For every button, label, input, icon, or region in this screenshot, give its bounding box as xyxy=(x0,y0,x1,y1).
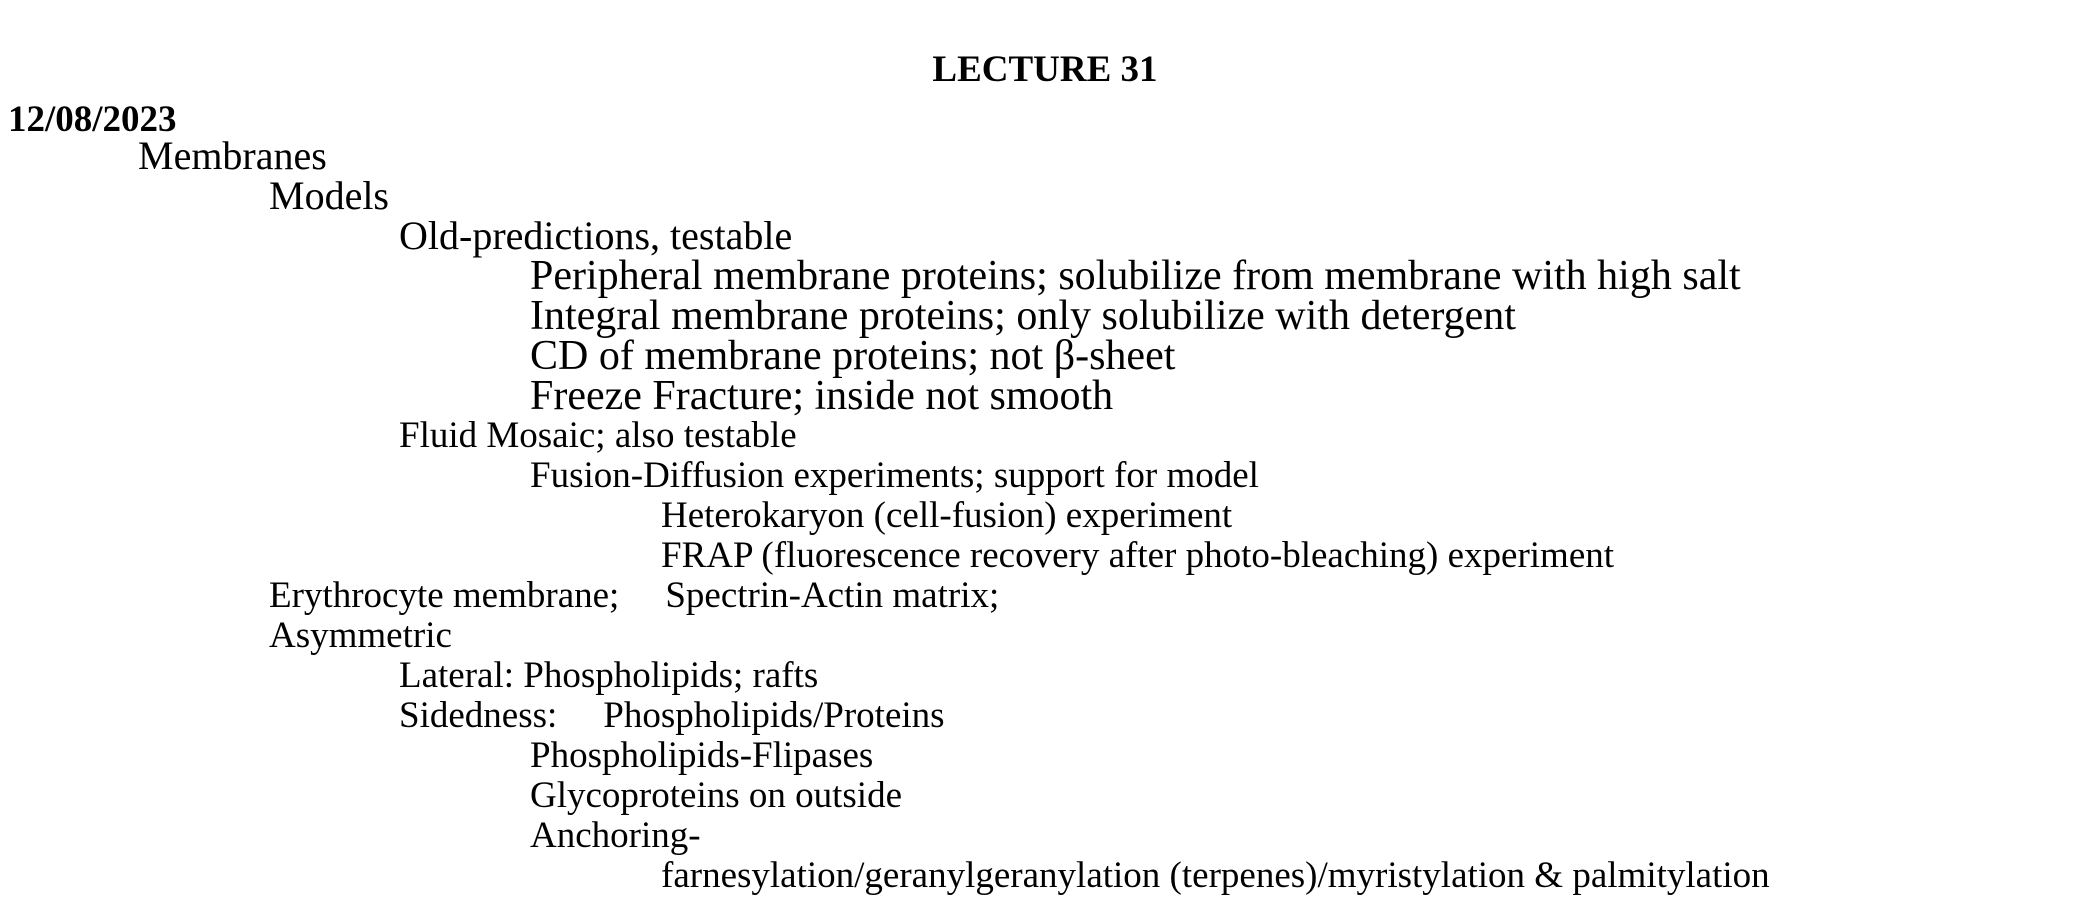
outline-item-anchoring: Anchoring- xyxy=(530,815,701,856)
outline-item-heterokaryon: Heterokaryon (cell-fusion) experiment xyxy=(661,495,1233,536)
lecture-title: LECTURE 31 xyxy=(932,49,1158,90)
outline-item-frap: FRAP (fluorescence recovery after photo-bleaching) experiment xyxy=(661,535,1615,576)
outline-item-flipases: Phospholipids-Flipases xyxy=(530,735,874,776)
sidedness-label: Sidedness: xyxy=(399,695,558,736)
outline-item-cd-membrane-proteins: CD of membrane proteins; not β-sheet xyxy=(530,333,1176,379)
erythrocyte-label: Erythrocyte membrane; xyxy=(269,575,620,616)
outline-item-erythrocyte xyxy=(0,576,1770,616)
lecture-outline xyxy=(0,133,1770,896)
outline-item-sidedness xyxy=(0,696,1770,736)
outline-item-lateral: Lateral: Phospholipids; rafts xyxy=(399,655,819,696)
outline-item-integral-proteins: Integral membrane proteins; only solubilize with detergent xyxy=(530,293,1516,339)
outline-item-membranes: Membranes xyxy=(138,133,327,178)
outline-item-old-predictions: Old-predictions, testable xyxy=(399,213,793,258)
spectrin-actin-label: Spectrin-Actin matrix; xyxy=(665,575,1000,616)
outline-item-glycoproteins: Glycoproteins on outside xyxy=(530,775,903,816)
outline-item-fusion-diffusion: Fusion-Diffusion experiments; support for model xyxy=(530,455,1259,496)
lecture-date: 12/08/2023 xyxy=(8,99,177,140)
outline-item-farnesylation: farnesylation/geranylgeranylation (terpenes)/myristylation & palmitylation xyxy=(661,855,1770,896)
outline-item-fluid-mosaic: Fluid Mosaic; also testable xyxy=(399,415,797,456)
outline-item-asymmetric: Asymmetric xyxy=(269,615,452,656)
outline-item-models: Models xyxy=(269,173,389,218)
sidedness-value: Phospholipids/Proteins xyxy=(603,695,945,736)
outline-item-freeze-fracture: Freeze Fracture; inside not smooth xyxy=(530,373,1114,419)
outline-item-peripheral-proteins: Peripheral membrane proteins; solubilize from membrane with high salt xyxy=(530,253,1741,299)
